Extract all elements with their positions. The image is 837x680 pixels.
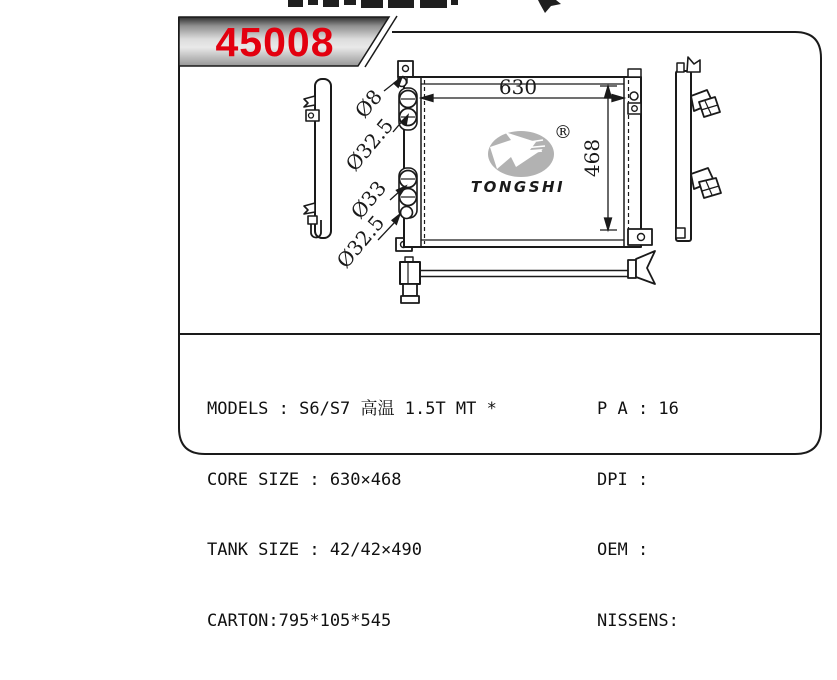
spec-list-right bbox=[597, 351, 679, 680]
spec-list-left bbox=[207, 351, 497, 680]
spec-pa: P A : 16 bbox=[597, 399, 679, 419]
spec-dpi: DPI : bbox=[597, 469, 649, 490]
callout-d8: Ø8 bbox=[349, 84, 388, 123]
spec-nissens: NISSENS: bbox=[597, 610, 679, 631]
spec-oem: OEM : bbox=[597, 540, 649, 560]
spec-carton: CARTON:795*105*545 bbox=[207, 610, 392, 631]
right-side-view bbox=[676, 57, 721, 241]
dim-width-label: 630 bbox=[498, 75, 538, 99]
logo-brand-text: TONGSHI bbox=[470, 178, 566, 196]
spec-models: MODELS : S6/S7 高温 1.5T MT * bbox=[207, 399, 497, 419]
logo-registered-mark: ® bbox=[554, 122, 572, 143]
callout-d33: Ø33 bbox=[345, 175, 392, 224]
spec-core-size: CORE SIZE : 630×468 bbox=[207, 469, 402, 490]
callout-d32-5-bottom: Ø32.5 bbox=[331, 210, 390, 273]
dim-height-label: 468 bbox=[580, 138, 604, 178]
cropped-arrow-icon bbox=[538, 0, 561, 13]
bottom-crossmember-view bbox=[400, 251, 655, 303]
cropped-header-logo-remnant bbox=[288, 0, 561, 13]
spec-tank-size: TANK SIZE : 42/42×490 bbox=[207, 540, 422, 560]
left-side-view bbox=[304, 79, 331, 238]
callout-d32-5-top: Ø32.5 bbox=[340, 113, 399, 176]
part-number: 45008 bbox=[215, 19, 335, 65]
